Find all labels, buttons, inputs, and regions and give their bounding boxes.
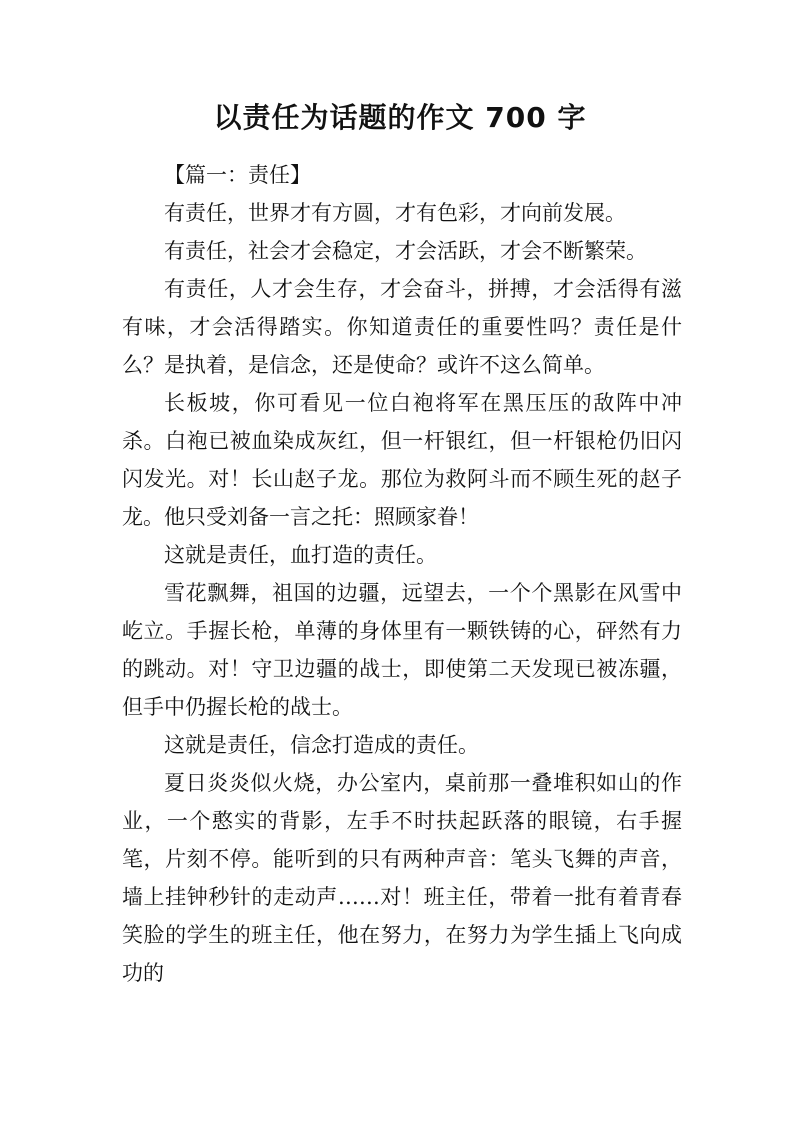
- paragraph: 长板坡，你可看见一位白袍将军在黑压压的敌阵中冲杀。白袍已被血染成灰红，但一杆银红，但一杆银枪仍旧闪闪发光。对！长山赵子龙。那位为救阿斗而不顾生死的赵子龙。他只受刘备一言之托：照顾家眷！: [122, 391, 682, 529]
- section-heading: 【篇一：责任】: [164, 163, 311, 187]
- paragraph: 雪花飘舞，祖国的边疆，远望去，一个个黑影在风雪中屹立。手握长枪，单薄的身体里有一颗铁铸的心，砰然有力的跳动。对！守卫边疆的战士，即使第二天发现已被冻疆，但手中仍握长枪的战士。: [122, 581, 682, 719]
- paragraph: 这就是责任，血打造的责任。: [164, 543, 437, 567]
- document-body: [122, 156, 682, 992]
- paragraph: 有责任，人才会生存，才会奋斗，拼搏，才会活得有滋有味，才会活得踏实。你知道责任的重要性吗？责任是什么？是执着，是信念，还是使命？或许不这么简单。: [122, 277, 682, 377]
- paragraph: 夏日炎炎似火烧，办公室内，桌前那一叠堆积如山的作业，一个憨实的背影，左手不时扶起跃落的眼镜，右手握笔，片刻不停。能听到的只有两种声音：笔头飞舞的声音，墙上挂钟秒针的走动声……对！班主任，带着一批有着青春笑脸的学生的班主任，他在努力，在努力为学生插上飞向成功的: [122, 771, 682, 985]
- paragraph: 这就是责任，信念打造成的责任。: [164, 733, 479, 757]
- paragraph: 有责任，世界才有方圆，才有色彩，才向前发展。: [164, 201, 626, 225]
- document-title: 以责任为话题的作文 700 字: [213, 101, 587, 134]
- paragraph: 有责任，社会才会稳定，才会活跃，才会不断繁荣。: [164, 239, 647, 263]
